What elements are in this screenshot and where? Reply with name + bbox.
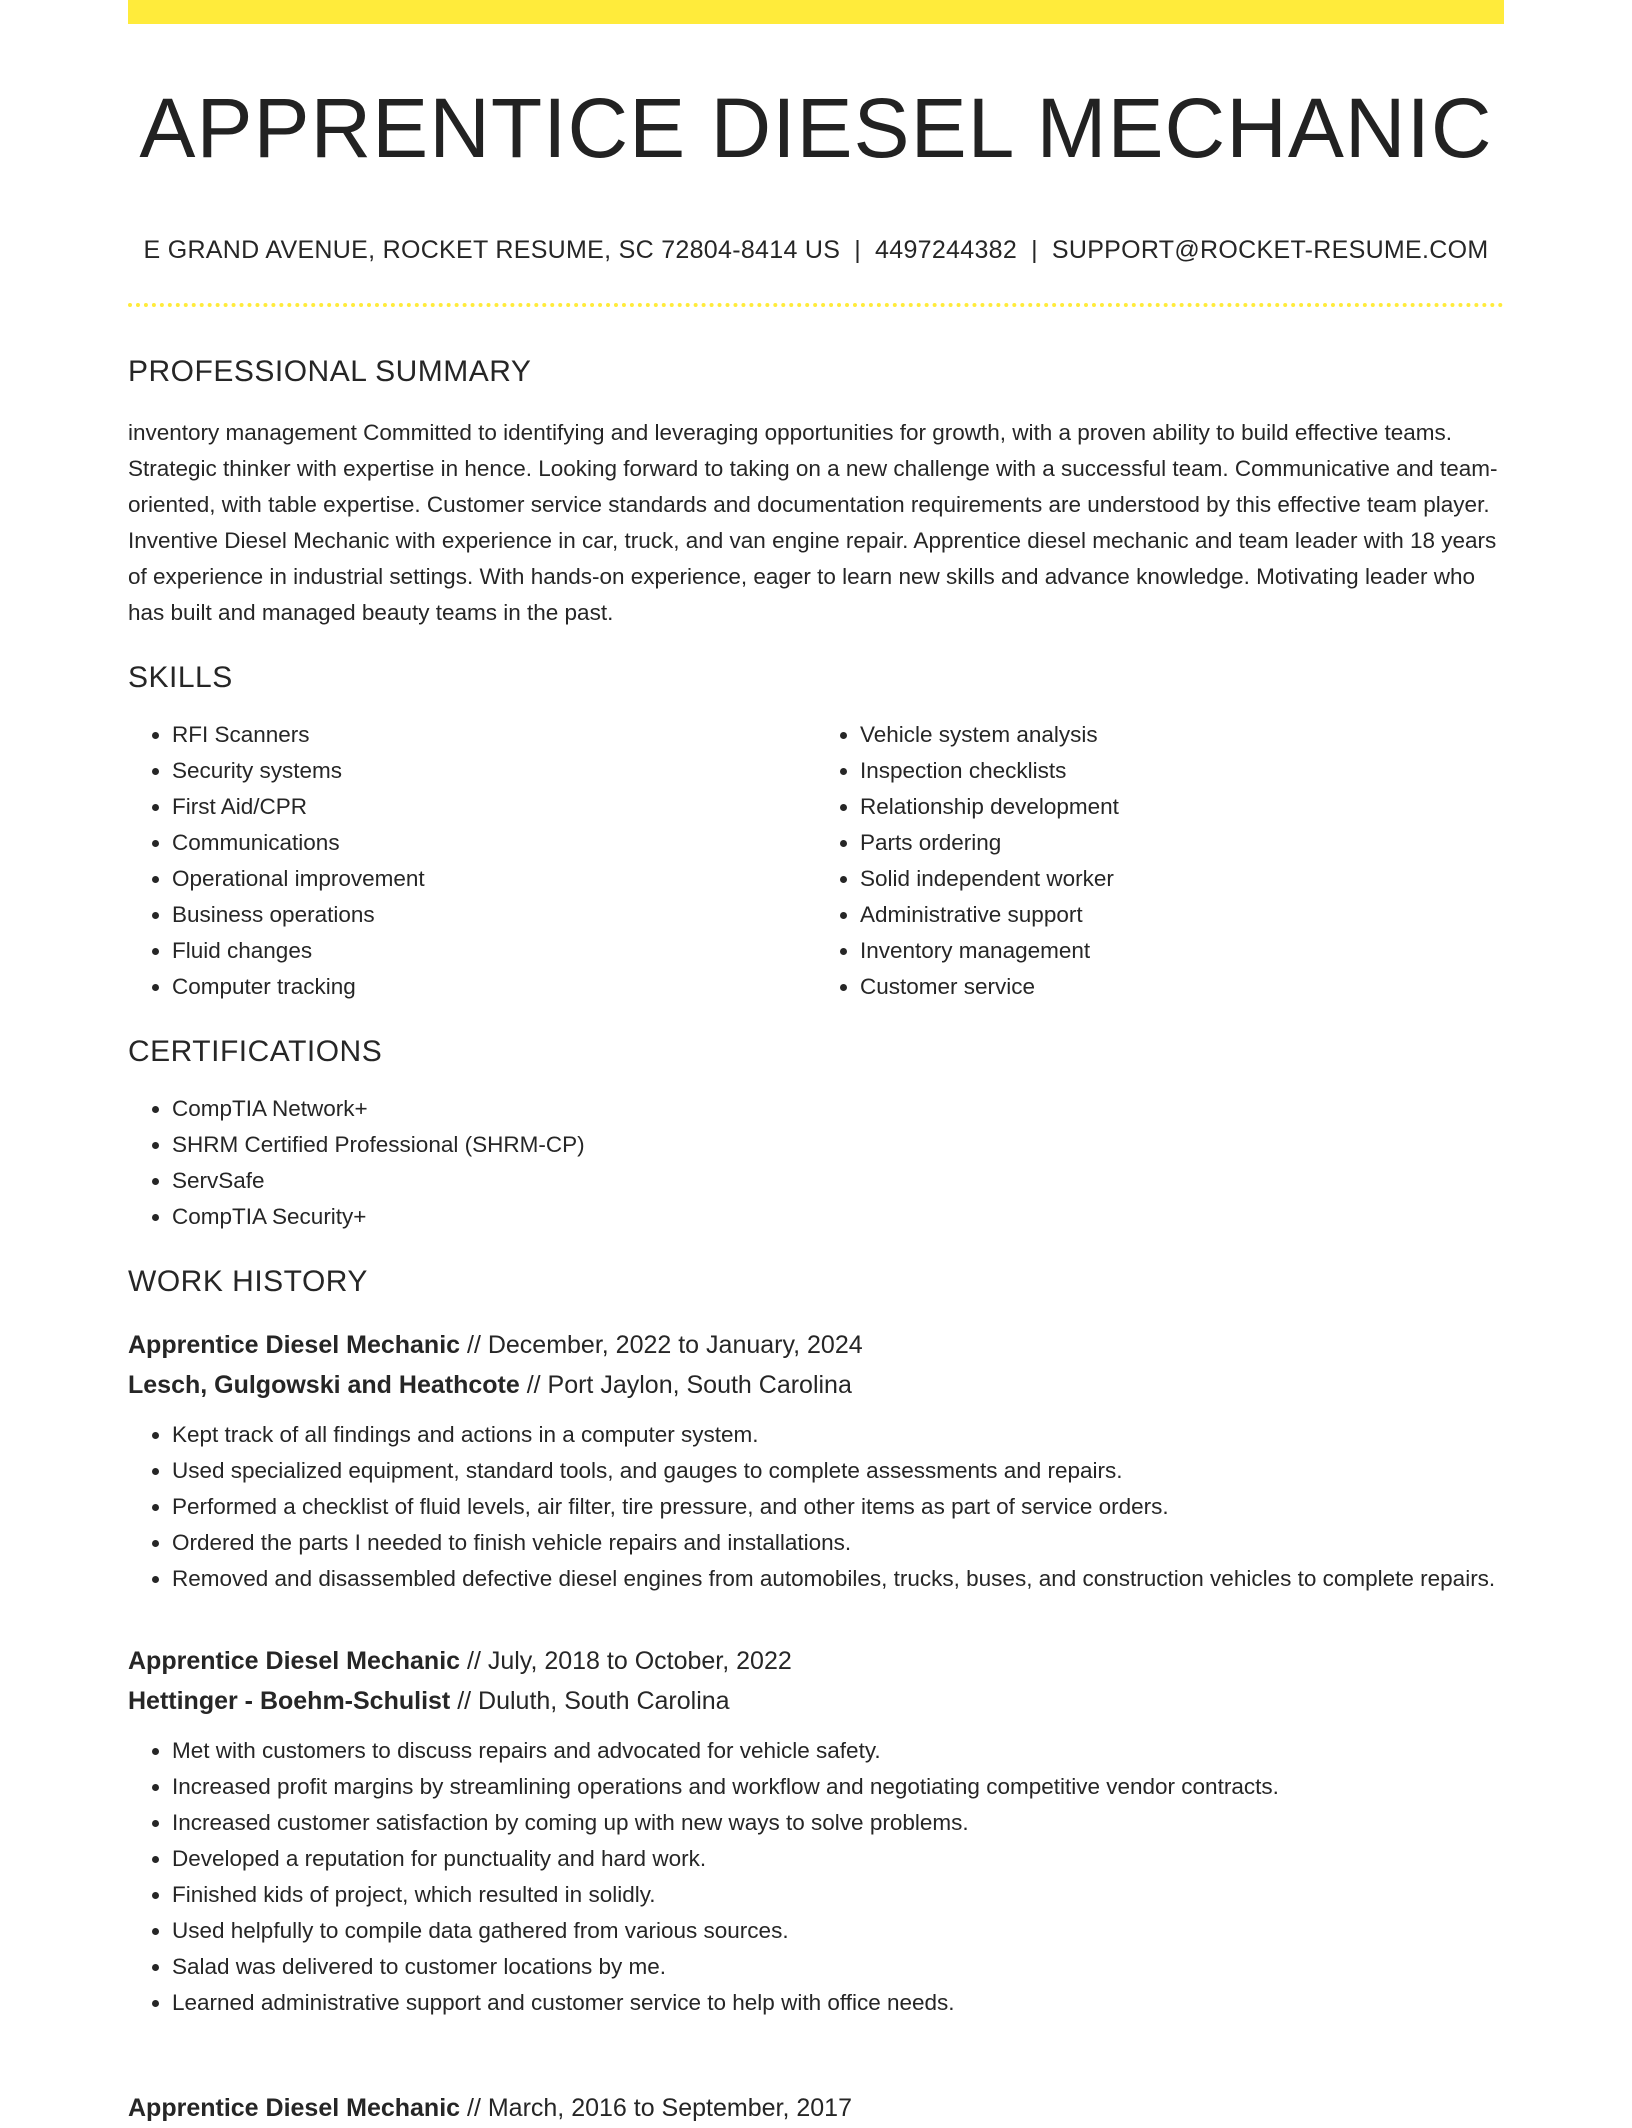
skill-item: • Solid independent worker — [860, 861, 1504, 897]
job-bullet: • Removed and disassembled defective diesel engines from automobiles, trucks, buses, and construction vehicles to complete repairs. — [172, 1561, 1504, 1597]
job-bullets — [128, 1417, 1504, 1597]
contact-address: E GRAND AVENUE, ROCKET RESUME, SC 72804-8414 US — [143, 236, 841, 265]
job-role: Apprentice Diesel Mechanic — [128, 1331, 461, 1360]
job-title-line — [128, 1325, 1504, 1365]
contact-email: SUPPORT@ROCKET-RESUME.COM — [1051, 236, 1489, 265]
work-history-list — [128, 1325, 1504, 2021]
partial-job-line — [128, 2088, 852, 2128]
skill-item: • Communications — [172, 825, 816, 861]
job-bullet: • Used specialized equipment, standard tools, and gauges to complete assessments and repairs. — [172, 1453, 1504, 1489]
job-title-line — [128, 1641, 1504, 1681]
skill-item: • Inspection checklists — [860, 753, 1504, 789]
job-entry — [128, 1641, 1504, 2021]
work-history-heading: WORK HISTORY — [128, 1265, 368, 1299]
skill-item: • RFI Scanners — [172, 717, 816, 753]
job-location: // Port Jaylon, South Carolina — [519, 1371, 852, 1400]
skills-list-left — [128, 717, 816, 1005]
skill-item: • Security systems — [172, 753, 816, 789]
job-bullet: • Finished kids of project, which resulted in solidly. — [172, 1877, 1504, 1913]
job-dates: // December, 2022 to January, 2024 — [460, 1331, 863, 1360]
skills-list-right — [816, 717, 1504, 1005]
job-role: Apprentice Diesel Mechanic — [128, 2094, 461, 2122]
summary-heading: PROFESSIONAL SUMMARY — [128, 355, 532, 389]
candidate-name: APPRENTICE DIESEL MECHANIC — [139, 81, 1493, 175]
job-company: Hettinger - Boehm-Schulist — [128, 1687, 451, 1716]
job-bullet: • Salad was delivered to customer locations by me. — [172, 1949, 1504, 1985]
job-bullet: • Increased customer satisfaction by coming up with new ways to solve problems. — [172, 1805, 1504, 1841]
job-dates: // July, 2018 to October, 2022 — [460, 1647, 792, 1676]
skills-heading: SKILLS — [128, 661, 233, 695]
job-bullet: • Met with customers to discuss repairs and advocated for vehicle safety. — [172, 1733, 1504, 1769]
contact-separator: | — [854, 236, 862, 265]
job-entry — [128, 1325, 1504, 1597]
certifications-heading: CERTIFICATIONS — [128, 1035, 383, 1069]
job-company-line — [128, 1681, 1504, 1721]
skill-item: • Fluid changes — [172, 933, 816, 969]
job-bullet: • Performed a checklist of fluid levels, air filter, tire pressure, and other items as part of service orders. — [172, 1489, 1504, 1525]
job-bullet: • Increased profit margins by streamlining operations and workflow and negotiating competitive vendor contracts. — [172, 1769, 1504, 1805]
job-bullet: • Ordered the parts I needed to finish vehicle repairs and installations. — [172, 1525, 1504, 1561]
dotted-divider — [128, 303, 1504, 307]
job-role: Apprentice Diesel Mechanic — [128, 1647, 461, 1676]
skill-item: • Relationship development — [860, 789, 1504, 825]
resume-page — [128, 0, 1504, 2021]
skill-item: • Administrative support — [860, 897, 1504, 933]
job-dates: // March, 2016 to September, 2017 — [460, 2094, 852, 2122]
job-company: Lesch, Gulgowski and Heathcote — [128, 1371, 520, 1400]
skill-item: • Business operations — [172, 897, 816, 933]
certification-item: • CompTIA Network+ — [172, 1091, 1504, 1127]
skills-columns — [128, 717, 1504, 1005]
job-bullet: • Developed a reputation for punctuality and hard work. — [172, 1841, 1504, 1877]
accent-bar — [128, 0, 1504, 24]
skill-item: • Customer service — [860, 969, 1504, 1005]
skill-item: • Vehicle system analysis — [860, 717, 1504, 753]
job-bullet: • Kept track of all findings and actions in a computer system. — [172, 1417, 1504, 1453]
job-location: // Duluth, South Carolina — [450, 1687, 730, 1716]
skill-item: • Operational improvement — [172, 861, 816, 897]
job-bullet: • Learned administrative support and customer service to help with office needs. — [172, 1985, 1504, 2021]
skill-item: • First Aid/CPR — [172, 789, 816, 825]
skill-item: • Parts ordering — [860, 825, 1504, 861]
job-company-line — [128, 1365, 1504, 1405]
contact-line — [128, 236, 1504, 265]
contact-separator: | — [1031, 236, 1038, 265]
summary-text: inventory management Committed to identifying and leveraging opportunities for growth, with a proven ability to build effective teams. Strategic thinker with expertise in hence. Looking forward to taking on a new challenge with a successful team. Communicative and team-oriented, with table expertise. Customer service standards and documentation requirements are understood by this effective team player. Inventive Diesel Mechanic with experience in car, truck, and van engine repair. Apprentice diesel mechanic and team leader with 18 years of experience in industrial settings. With hands-on experience, eager to learn new skills and advance knowledge. Motivating leader who has built and managed beauty teams in the past. — [128, 420, 1498, 626]
contact-phone: 4497244382 — [875, 236, 1018, 265]
certification-item: • SHRM Certified Professional (SHRM-CP) — [172, 1127, 1504, 1163]
skill-item: • Computer tracking — [172, 969, 816, 1005]
job-bullet: • Used helpfully to compile data gathered from various sources. — [172, 1913, 1504, 1949]
certification-item: • CompTIA Security+ — [172, 1199, 1504, 1235]
job-bullets — [128, 1733, 1504, 2021]
certification-item: • ServSafe — [172, 1163, 1504, 1199]
certifications-list — [128, 1091, 1504, 1235]
skill-item: • Inventory management — [860, 933, 1504, 969]
